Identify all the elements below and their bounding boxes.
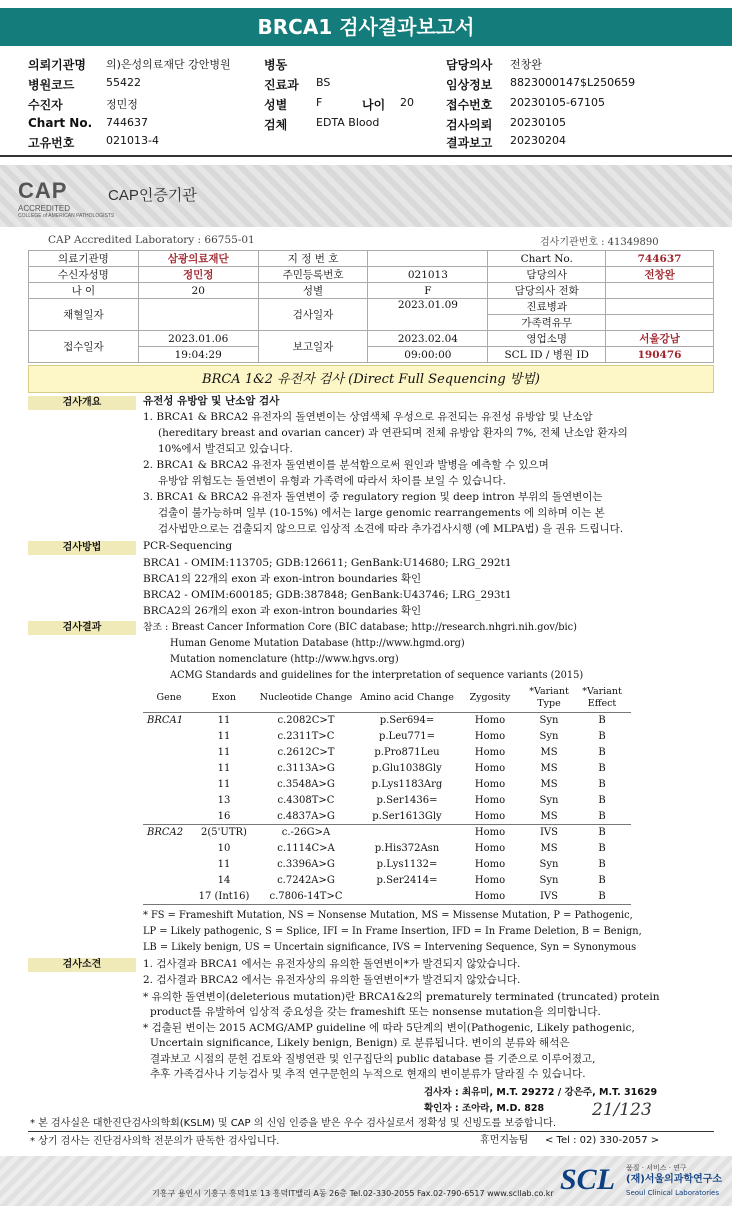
org-number: 검사기관번호 : 41349890 (540, 237, 659, 248)
inst-value: 의)은성의료재단 강안병원 (106, 58, 231, 71)
cap-title: CAP인증기관 (108, 187, 197, 204)
variant-cell (143, 809, 195, 825)
variant-cell: B (598, 779, 606, 790)
variant-row (143, 745, 631, 761)
footer-company: (재)서울의과학연구소 (626, 1174, 723, 1185)
note-line: * 상기 검사는 진단검사의학 전문의가 판독한 검사입니다. (30, 1136, 280, 1147)
variant-cell: Syn (539, 875, 559, 886)
variant-row (143, 857, 631, 873)
info-cell (606, 283, 714, 299)
variant-cell: 2(5'UTR) (201, 827, 247, 839)
variant-cell (143, 889, 195, 905)
variant-cell: 11 (217, 747, 231, 758)
receipt-label: 접수번호 (446, 98, 493, 112)
variant-cell: c.2311T>C (277, 731, 335, 742)
variant-cell: 10 (217, 843, 231, 854)
info-cell: 19:04:29 (138, 347, 258, 363)
variant-cell: Homo (474, 843, 506, 854)
info-cell: 190476 (606, 347, 714, 363)
uid-value: 021013-4 (106, 134, 159, 147)
footer-tagline: 품질 · 서비스 · 연구 (626, 1164, 687, 1172)
variant-cell: c.-26G>A (281, 827, 331, 839)
info-cell (138, 299, 258, 331)
reference-line: Human Genome Mutation Database (http://www.hgmd.org) (170, 638, 465, 649)
info-cell: 정민정 (138, 267, 258, 283)
info-cell (606, 315, 714, 331)
variant-cell: B (598, 795, 606, 806)
variant-cell: MS (540, 747, 558, 758)
variant-cell (359, 825, 455, 841)
ward-label: 병동 (264, 58, 288, 72)
doctor-label: 담당의사 (446, 58, 493, 72)
dept-label: 진료과 (264, 78, 299, 92)
chart-value: 744637 (106, 116, 148, 129)
info-cell: 삼광의료재단 (138, 251, 258, 267)
info-cell: 검사일자 (258, 299, 368, 331)
report-date-label: 결과보고 (446, 136, 493, 150)
reference-line: ACMG Standards and guidelines for the interpretation of sequence variants (2015) (170, 670, 584, 681)
variant-cell: 13 (217, 795, 231, 806)
cap-lab-number: CAP Accredited Laboratory : 66755-01 (48, 234, 255, 246)
variant-cell (143, 793, 195, 809)
overview-line: 3. BRCA1 & BRCA2 유전자 돌연변이 중 regulatory region 및 deep intron 부위의 돌연변이는 (143, 491, 603, 503)
legend-line: LP = Likely pathogenic, S = Splice, IFI = In Frame Insertion, IFD = In Frame Deletion, B = Benign, (143, 926, 642, 937)
cap-logo-college: COLLEGE of AMERICAN PATHOLOGISTS (18, 213, 115, 219)
variant-cell: Homo (474, 827, 506, 839)
info-cell: 영업소명 (488, 331, 606, 347)
chart-label: Chart No. (28, 116, 93, 130)
variant-cell: Homo (474, 890, 506, 902)
info-cell: 진료병과 (488, 299, 606, 315)
overview-line: 검출이 불가능하며 일부 (10-15%) 에서는 large genomic rearrangements 에 의하며 이는 본 (158, 507, 605, 519)
info-cell: 보고일자 (258, 331, 368, 363)
variant-cell: Syn (539, 715, 559, 727)
report-date-value: 20230204 (510, 134, 566, 147)
variant-row (143, 777, 631, 793)
variant-cell: 11 (217, 715, 231, 727)
info-cell: 주민등록번호 (258, 267, 368, 283)
variant-cell: p.Glu1038Gly (372, 763, 442, 774)
variant-cell: MS (540, 810, 558, 822)
code-label: 병원코드 (28, 78, 75, 92)
signature: 21/123 (592, 1100, 652, 1120)
info-cell: 나 이 (29, 283, 139, 299)
info-cell: F (368, 283, 488, 299)
variant-cell: 14 (217, 875, 231, 886)
variant-cell: MS (540, 779, 558, 790)
legend-line: LB = Likely benign, US = Uncertain significance, IVS = Intervening Sequence, Syn = Synonymous (143, 942, 637, 953)
col-header: *Variant Type (525, 684, 573, 713)
method-line: BRCA1의 22개의 exon 과 exon-intron boundaries 확인 (143, 573, 422, 585)
info-cell: 접수일자 (29, 331, 139, 363)
info-cell: 담당의사 (488, 267, 606, 283)
section-overview-label: 검사개요 (28, 396, 136, 410)
finding-line: 1. 검사결과 BRCA1 에서는 유전자상의 유의한 돌연변이*가 발견되지 않았습니다. (143, 958, 521, 970)
request-label: 검사의뢰 (446, 118, 493, 132)
variant-cell: B (598, 875, 606, 886)
finding-line: 결과보고 시점의 문헌 검토와 질병연관 및 인구집단의 public database 를 기준으로 이루어졌고, (150, 1053, 596, 1065)
info-cell: 021013 (368, 267, 488, 283)
variant-cell: Syn (539, 859, 559, 870)
variant-cell: BRCA1 (147, 715, 184, 727)
overview-line: 10%에서 발견되고 있습니다. (158, 443, 293, 455)
info-cell: 가족력유무 (488, 315, 606, 331)
variant-cell: p.His372Asn (374, 843, 440, 854)
variant-cell: c.7806-14T>C (269, 890, 343, 902)
variant-cell: p.Ser2414= (376, 875, 438, 886)
section-method-label: 검사방법 (28, 541, 136, 555)
variant-cell: c.4837A>G (277, 810, 335, 822)
variant-cell: Homo (474, 810, 506, 822)
method-line: BRCA2의 26개의 exon 과 exon-intron boundaries 확인 (143, 605, 422, 617)
method-line: PCR-Sequencing (143, 540, 233, 552)
inst-label: 의뢰기관명 (28, 58, 86, 72)
legend-line: * FS = Frameshift Mutation, NS = Nonsense Mutation, MS = Missense Mutation, P = Pathogenic, (143, 910, 633, 921)
info-cell: 서울강남 (606, 331, 714, 347)
variant-cell: p.Ser694= (379, 715, 435, 727)
info-cell: SCL ID / 병원 ID (488, 347, 606, 363)
overview-line: 유방암 위험도는 돌연변이 유형과 가족력에 따라서 차이를 보일 수 있습니다. (158, 475, 506, 487)
variant-cell: c.3396A>G (277, 859, 335, 870)
variant-cell: BRCA2 (147, 827, 184, 839)
col-header: *Variant Effect (573, 684, 631, 713)
variant-cell: IVS (539, 827, 559, 839)
finding-line: * 검출된 변이는 2015 ACMG/AMP guideline 에 따라 5단계의 변이(Pathogenic, Likely pathogenic, (143, 1022, 635, 1034)
sex-value: F (316, 96, 323, 109)
info-cell (368, 251, 488, 267)
specimen-value: EDTA Blood (316, 116, 380, 129)
examiner: 검사자 : 최유미, M.T. 29272 / 강은주, M.T. 31629 (424, 1087, 658, 1098)
variant-cell: 17 (Int16) (198, 890, 250, 902)
variant-cell: c.3548A>G (277, 779, 335, 790)
variant-row (143, 825, 631, 841)
variant-cell: IVS (539, 890, 559, 902)
patient-value: 정민정 (106, 98, 138, 111)
info-cell: 20 (138, 283, 258, 299)
variant-cell: 11 (217, 731, 231, 742)
overview-line: 1. BRCA1 & BRCA2 유전자의 돌연변이는 상염색체 우성으로 유전되는 유전성 유방암 및 난소암 (143, 411, 593, 423)
info-cell: 채혈일자 (29, 299, 139, 331)
reference-line: 참조 : Breast Cancer Information Core (BIC database; http://research.nhgri.nih.gov/bic) (143, 622, 577, 633)
method-line: BRCA2 - OMIM:600185; GDB:387848; GenBank:U43746; LRG_293t1 (143, 589, 512, 601)
footer-address: 기흥구 용인시 기흥구 흥덕1로 13 흥덕IT밸리 A동 26층 Tel.02-330-2055 Fax.02-790-6517 www.scllab.co.kr (152, 1189, 554, 1198)
footer-company-en: Seoul Clinical Laboratories (626, 1189, 719, 1197)
variant-cell: p.Lys1183Arg (371, 779, 443, 790)
variant-cell: p.Pro871Leu (374, 747, 440, 758)
specimen-label: 검체 (264, 118, 288, 132)
finding-line: * 유의한 돌연변이(deleterious mutation)란 BRCA1&2의 prematurely terminated (truncated) protein (143, 991, 660, 1003)
age-value: 20 (400, 96, 414, 109)
sex-label: 성별 (264, 98, 288, 112)
team-label: 휴먼지놈팀 (480, 1135, 529, 1146)
variant-cell: Homo (474, 747, 506, 758)
uid-label: 고유번호 (28, 136, 75, 150)
variant-cell: B (598, 715, 606, 727)
variant-cell (143, 873, 195, 889)
variant-cell: c.4308T>C (277, 795, 335, 806)
variant-cell: p.Leu771= (378, 731, 436, 742)
variant-cell: Homo (474, 875, 506, 886)
section-result-label: 검사결과 (28, 621, 136, 635)
doctor-value: 전창완 (510, 58, 542, 71)
variant-cell: p.Lys1132= (376, 859, 438, 870)
team-tel: < Tel : 02) 330-2057 > (545, 1135, 660, 1146)
info-cell: 2023.02.04 (368, 331, 488, 347)
col-header: Zygosity (455, 684, 525, 713)
cap-logo-sub: ACCREDITED (18, 204, 71, 213)
variant-cell (143, 777, 195, 793)
variant-row (143, 793, 631, 809)
variant-cell: B (598, 843, 606, 854)
info-cell: 전창완 (606, 267, 714, 283)
variant-table (143, 684, 631, 905)
variant-row (143, 841, 631, 857)
variant-cell (143, 841, 195, 857)
variant-cell: c.7242A>G (277, 875, 335, 886)
variant-cell: B (598, 859, 606, 870)
info-cell: 744637 (606, 251, 714, 267)
variant-cell: MS (540, 763, 558, 774)
request-value: 20230105 (510, 116, 566, 129)
variant-cell (143, 857, 195, 873)
test-title: BRCA 1&2 유전자 검사 (Direct Full Sequencing 방법) (28, 365, 714, 393)
overview-heading: 유전성 유방암 및 난소암 검사 (143, 395, 280, 407)
variant-cell: B (598, 810, 606, 822)
finding-line: 추후 가족검사나 기능검사 및 추적 연구문헌의 누적으로 현재의 변이분류가 달라질 수 있습니다. (150, 1068, 586, 1080)
variant-cell: c.2612C>T (277, 747, 335, 758)
report-title: BRCA1 검사결과보고서 (0, 8, 732, 46)
dept-value: BS (316, 76, 331, 89)
variant-cell: Syn (539, 731, 559, 742)
patient-info-table (28, 250, 714, 363)
info-cell: 수신자성명 (29, 267, 139, 283)
variant-row (143, 873, 631, 889)
cap-logo (18, 178, 114, 219)
variant-cell (143, 745, 195, 761)
note-line: * 본 검사실은 대한진단검사의학회(KSLM) 및 CAP 의 신임 인증을 받은 우수 검사실로서 정확성 및 신빙도를 보증합니다. (30, 1118, 556, 1129)
info-cell: 09:00:00 (368, 347, 488, 363)
variant-cell: p.Ser1613Gly (372, 810, 442, 822)
age-label: 나이 (362, 98, 386, 112)
variant-cell: p.Ser1436= (376, 795, 438, 806)
patient-label: 수진자 (28, 98, 63, 112)
overview-line: (hereditary breast and ovarian cancer) 과 연관되며 전체 유방암 환자의 7%, 전체 난소암 환자의 (158, 427, 628, 439)
col-header: Nucleotide Change (253, 684, 359, 713)
info-cell: Chart No. (488, 251, 606, 267)
variant-cell: c.2082C>T (277, 715, 335, 727)
overview-line: 2. BRCA1 & BRCA2 유전자 돌연변이를 분석함으로써 원인과 발병을 예측할 수 있으며 (143, 459, 549, 471)
info-cell: 성별 (258, 283, 368, 299)
variant-cell: B (598, 763, 606, 774)
variant-cell: B (598, 890, 606, 902)
col-header: Amino acid Change (359, 684, 455, 713)
finding-line: 2. 검사결과 BRCA2 에서는 유전자상의 유의한 돌연변이*가 발견되지 않았습니다. (143, 974, 521, 986)
cap-logo-text: CAP (18, 178, 68, 203)
variant-cell (359, 889, 455, 905)
variant-cell (143, 761, 195, 777)
scl-logo: SCL (560, 1163, 616, 1196)
variant-row (143, 729, 631, 745)
variant-cell: Homo (474, 715, 506, 727)
variant-row (143, 761, 631, 777)
variant-cell: MS (540, 843, 558, 854)
variant-cell: Syn (539, 795, 559, 806)
variant-cell: B (598, 827, 606, 839)
variant-cell: Homo (474, 763, 506, 774)
info-cell (606, 299, 714, 315)
header-divider (0, 155, 732, 157)
clinical-label: 임상정보 (446, 78, 493, 92)
overview-line: 검사법만으로는 검출되지 않으므로 임상적 소견에 따라 추가검사시행 (예 MLPA법) 을 권유 드립니다. (158, 523, 624, 535)
method-line: BRCA1 - OMIM:113705; GDB:126611; GenBank:U14680; LRG_292t1 (143, 557, 512, 569)
section-findings-label: 검사소견 (28, 958, 136, 972)
receipt-value: 20230105-67105 (510, 96, 605, 109)
variant-cell: 16 (217, 810, 231, 822)
col-header: Exon (195, 684, 253, 713)
info-cell: 지 정 번 호 (258, 251, 368, 267)
reference-line: Mutation nomenclature (http://www.hgvs.org) (170, 654, 399, 665)
variant-row (143, 809, 631, 825)
variant-cell: Homo (474, 731, 506, 742)
confirmer: 확인자 : 조아라, M.D. 828 (424, 1103, 545, 1114)
variant-cell: c.3113A>G (277, 763, 335, 774)
variant-row (143, 713, 631, 729)
variant-cell: 11 (217, 763, 231, 774)
col-header: Gene (143, 684, 195, 713)
info-cell: 의료기관명 (29, 251, 139, 267)
variant-row (143, 889, 631, 905)
finding-line: Uncertain significance, Likely benign, Benign) 로 분류됩니다. 변이의 분류와 해석은 (150, 1037, 570, 1049)
clinical-value: 8823000147$L250659 (510, 76, 636, 89)
variant-cell: B (598, 731, 606, 742)
info-cell: 2023.01.06 (138, 331, 258, 347)
variant-cell: Homo (474, 859, 506, 870)
variant-cell: 11 (217, 779, 231, 790)
note-divider (28, 1131, 714, 1132)
variant-cell: c.1114C>A (277, 843, 335, 854)
variant-cell: 11 (217, 859, 231, 870)
variant-cell: B (598, 747, 606, 758)
finding-line: product를 유발하여 임상적 중요성을 갖는 frameshift 또는 nonsense mutation을 의미합니다. (150, 1006, 601, 1018)
info-cell: 담당의사 전화 (488, 283, 606, 299)
variant-cell: Homo (474, 795, 506, 806)
variant-cell: Homo (474, 779, 506, 790)
variant-cell (143, 729, 195, 745)
info-cell: 2023.01.09 (368, 299, 488, 331)
code-value: 55422 (106, 76, 141, 89)
